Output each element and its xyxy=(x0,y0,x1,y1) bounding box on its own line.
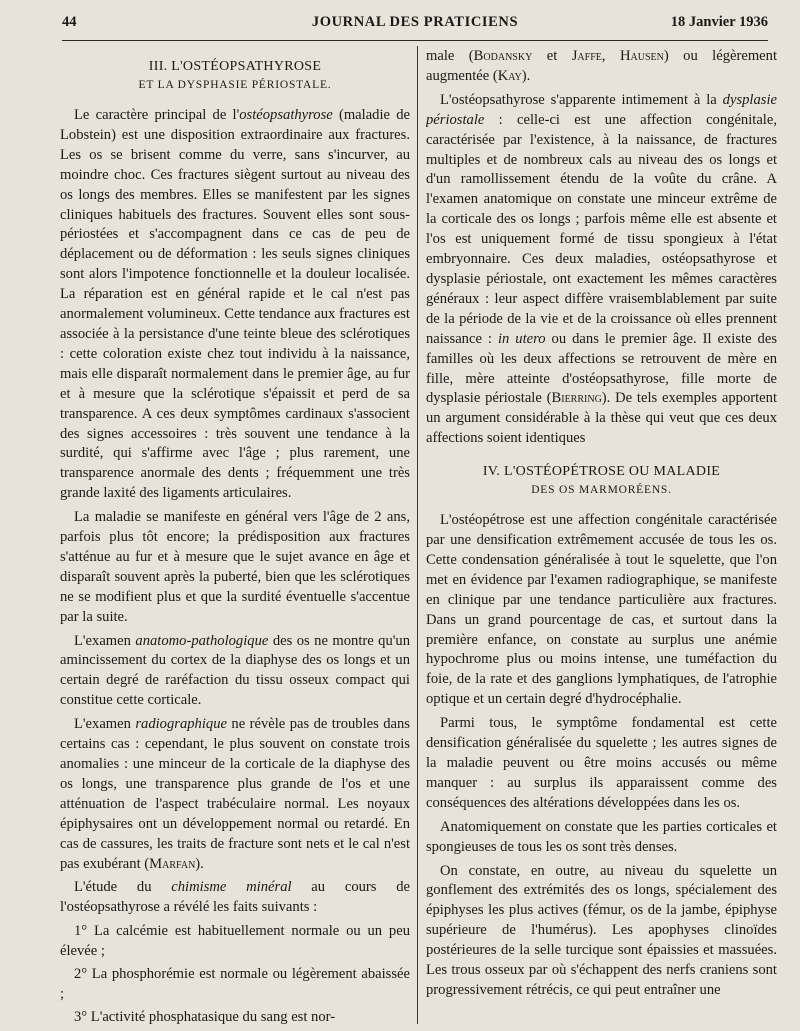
paragraph: Le caractère principal de l'ostéopsathyrose (maladie de Lobstein) est une disposition extraordinaire aux fractures. Les os se brisent comme du verre, sans s'incurver, au moindre choc. Ces fractures siègent surtout au niveau des os longs des membres. Elles se manifestent par les signes cliniques habituels des fractures. Souvent elles sont sous-périostées et s'accompagnent dans ce cas de peu de déplacement ou de déformation : les seuls signes cliniques sont alors l'impotence fonctionnelle et la douleur localisée. La réparation est en général rapide et le cal n'est pas anormalement volumineux. Cette tendance aux fractures est associée à la persistance d'une teinte bleue des sclérotiques : cette coloration existe chez tout individu à la naissance, mais elle disparaît normalement dans le premier âge, au fur et à mesure que la sclérotique s'épaissit et perd de sa transparence. A ces deux symptômes cardinaux s'associent des signes accessoires : très souvent une tendance à la surdité, qui s'affirme avec l'âge ; plus rarement, une transparence anormale des dents ; fréquemment une très grande laxité des ligaments articulaires. xyxy=(60,107,410,502)
right-column xyxy=(426,47,777,1026)
column-rule xyxy=(417,46,418,1024)
list-item: 3° L'activité phosphatasique du sang est nor- xyxy=(74,1008,336,1025)
left-column xyxy=(60,54,410,1026)
list-item: 2° La phosphorémie est normale ou légèrement abaissée ; xyxy=(60,966,410,1002)
paragraph: L'étude du chimisme minéral au cours de l'ostéopsathyrose a révélé les faits suivants : xyxy=(60,879,410,916)
paragraph: Parmi tous, le symptôme fondamental est cette densification généralisée du squelette ; les autres signes de la maladie peuvent ou être moins accusés ou même manquer : au surplus ils apparaissent comme des conséquences des altérations développées dans les os. xyxy=(426,715,777,811)
issue-date: 18 Janvier 1936 xyxy=(670,14,768,30)
paragraph: On constate, en outre, au niveau du squelette un gonflement des extrémités des os longs, spécialement des épiphyses les plus actives (fémur, os de la jambe, épiphyse supérieure de l'humérus). Les apophyses clinoïdes postérieures de la selle turcique sont épaissies et massuées. Les trous osseux par où s'échappent des nerfs craniens sont progressivement rétrécis, ce qui peut entraîner une xyxy=(426,862,777,998)
header-rule xyxy=(62,40,768,41)
paragraph: La maladie se manifeste en général vers l'âge de 2 ans, parfois plus tôt encore; la prédisposition aux fractures s'atténue au fur et à mesure que le sujet avance en âge et disparaît souvent après la puberté, bien que les sclérotiques ne se modifient plus et que la surdité éventuelle s'accentue par la suite. xyxy=(60,509,410,625)
paragraph: L'examen radiographique ne révèle pas de troubles dans certains cas : cependant, le plus souvent on constate trois anomalies : une minceur de la corticale de la diaphyse des os longs, une transparence plus grande de l'os et une atténuation de l'aspect trabéculaire normal. Les noyaux épiphysaires ont un développement normal ou retardé. En cas de cassures, les traits de fracture sont nets et le cal n'est pas exubérant (Marfan). xyxy=(60,716,410,872)
paragraph: L'ostéopétrose est une affection congénitale caractérisée par une densification extrêmement accusée de tous les os. Cette condensation généralisée à tout le squelette, que l'on met en évidence par l'examen radiographique, se manifeste en clinique par une tendance particulière aux fractures. Dans un grand pourcentage de cas, et surtout dans la première enfance, on constate au surplus une anémie hypochrome plus ou moins intense, une tuméfaction du foie, de la rate et des ganglions lymphatiques, de l'atrophie optique et un certain degré d'hydrocéphalie. xyxy=(426,512,777,708)
paragraph: male (Bodansky et Jaffe, Hausen) ou légèrement augmentée (Kay). xyxy=(426,48,777,84)
page-header xyxy=(62,14,768,40)
paragraph: L'ostéopsathyrose s'apparente intimement à la dysplasie périostale : celle-ci est une affection congénitale, caractérisée par l'existence, à la naissance, de fractures multiples et de nombreux cals au niveau des os longs et d'un ramollissement étendu de la voûte du crâne. A l'examen anatomique on constate une minceur extrême de la corticale des os longs ; parfois même elle est absente et l'os est uniquement formé de tissu spongieux à l'état embryonnaire. Ces deux maladies, ostéopsathyrose et dysplasie périostale, ont exactement les mêmes caractères généraux : leur aspect diffère vraisemblablement par suite de la période de la vie et de la croissance où elles prennent naissance : in utero ou dans le premier âge. Il existe des familles où les deux affections se retrouvent de mère en fille, mère atteinte d'ostéopsathyrose, fille morte de dysplasie périostale (Bierring). De tels exemples apportent un argument considérable à la thèse qui veut que ces deux affections soient identiques xyxy=(426,91,777,447)
page-number: 44 xyxy=(62,14,77,30)
section-title-iii: III. L'OSTÉOPSATHYROSE ET LA DYSPHASIE PÉRIOSTALE. xyxy=(138,59,332,91)
paragraph: Anatomiquement on constate que les parties corticales et spongieuses de tous les os sont très denses. xyxy=(426,818,777,855)
list-item: 1° La calcémie est habituellement normale ou un peu élevée ; xyxy=(60,923,410,960)
paragraph: L'examen anatomo-pathologique des os ne montre qu'un amincissement du cortex de la diaphyse des os longs et un certain degré de raréfaction du tissu osseux compact qui constitue cette corticale. xyxy=(60,632,410,709)
journal-title: JOURNAL DES PRATICIENS xyxy=(311,14,519,30)
section-title-iv: IV. L'OSTÉOPÉTROSE OU MALADIE DES OS MARMORÉENS. xyxy=(482,464,721,497)
